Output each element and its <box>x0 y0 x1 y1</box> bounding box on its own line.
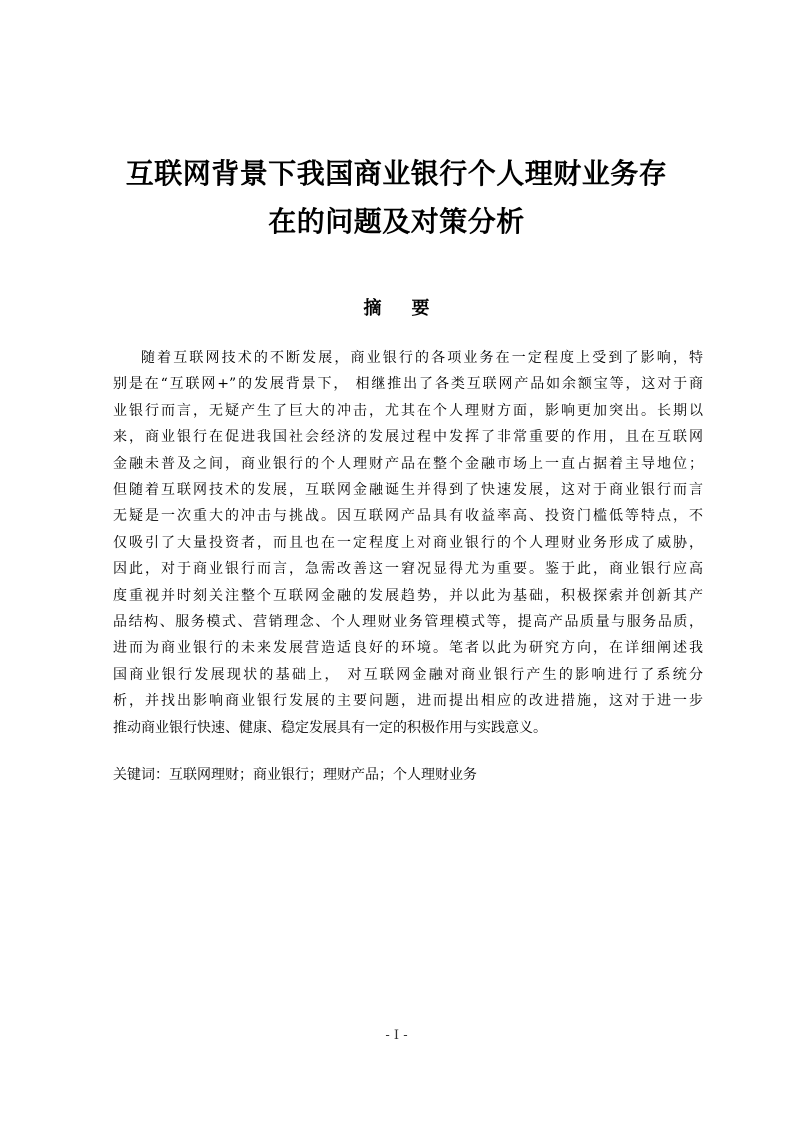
abstract-line: 度重视并时刻关注整个互联网金融的发展趋势，并以此为基础，积极探索并创新其产 <box>113 587 703 604</box>
abstract-line: 国商业银行发展现状的基础上， 对互联网金融对商业银行产生的影响进行了系统分 <box>113 666 703 683</box>
document-title <box>100 150 693 246</box>
abstract-line: 业银行而言，无疑产生了巨大的冲击，尤其在个人理财方面，影响更加突出。长期以 <box>113 402 703 419</box>
title-line-2: 在的问题及对策分析 <box>268 205 525 238</box>
title-line-1: 互联网背景下我国商业银行个人理财业务存 <box>125 157 668 190</box>
abstract-line: 析，并找出影响商业银行发展的主要问题，进而提出相应的改进措施，这对于进一步 <box>113 693 703 710</box>
abstract-line: 推动商业银行快速、健康、稳定发展具有一定的积极作用与实践意义。 <box>113 719 547 736</box>
abstract-line: 品结构、服务模式、营销理念、个人理财业务管理模式等，提高产品质量与服务品质， <box>113 614 703 631</box>
abstract-line: 仅吸引了大量投资者，而且也在一定程度上对商业银行的个人理财业务形成了威胁， <box>113 534 703 551</box>
keywords: 关键词：互联网理财；商业银行；理财产品；个人理财业务 <box>113 767 477 783</box>
abstract-line: 但随着互联网技术的发展，互联网金融诞生并得到了快速发展，这对于商业银行而言 <box>113 482 703 499</box>
abstract-line: 因此，对于商业银行而言，急需改善这一窘况显得尤为重要。鉴于此，商业银行应高 <box>113 561 703 578</box>
abstract-line: 金融未普及之间，商业银行的个人理财产品在整个金融市场上一直占据着主导地位； <box>113 455 703 472</box>
page-number: - I - <box>385 1028 408 1043</box>
abstract-line: 来，商业银行在促进我国社会经济的发展过程中发挥了非常重要的作用，且在互联网 <box>113 429 703 446</box>
abstract-line: 随着互联网技术的不断发展，商业银行的各项业务在一定程度上受到了影响，特 <box>141 350 703 366</box>
abstract-body <box>113 345 703 741</box>
abstract-line: 无疑是一次重大的冲击与挑战。因互联网产品具有收益率高、投资门槛低等特点，不 <box>113 508 703 525</box>
abstract-heading: 摘要 <box>363 298 460 319</box>
abstract-line: 进而为商业银行的未来发展营造适良好的环境。笔者以此为研究方向，在详细阐述我 <box>113 640 703 657</box>
abstract-line: 别是在“互联网+”的发展背景下， 相继推出了各类互联网产品如余额宝等，这对于商 <box>113 376 703 393</box>
